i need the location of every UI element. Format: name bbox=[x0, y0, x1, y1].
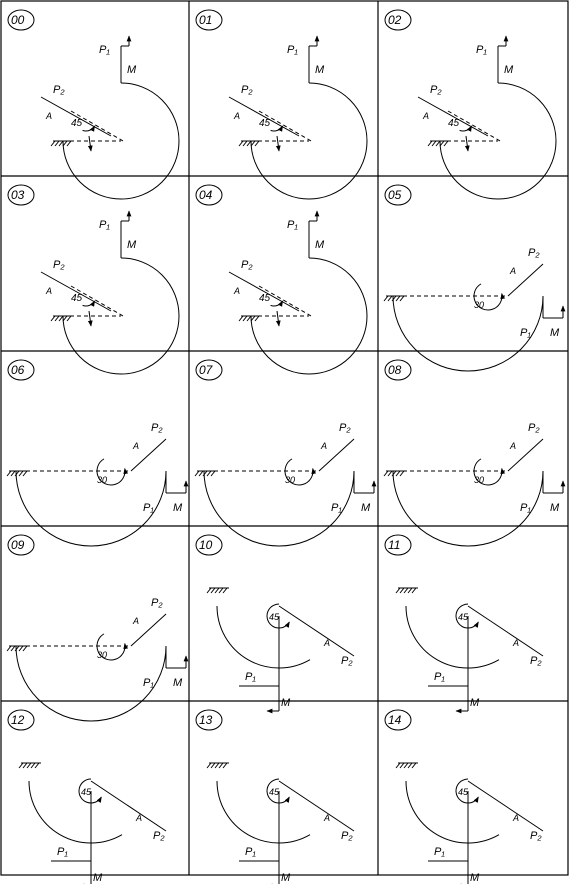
p2-label: P₂ bbox=[53, 259, 65, 271]
support-hatch bbox=[11, 471, 15, 476]
m-label: M bbox=[550, 327, 560, 339]
p2-label: P₂ bbox=[341, 830, 353, 842]
variant-number: 00 bbox=[11, 13, 25, 27]
p2-label: P₂ bbox=[151, 597, 163, 609]
support-hatch bbox=[59, 316, 63, 321]
point-a-label: A bbox=[510, 266, 517, 276]
p2-label: P₂ bbox=[241, 259, 253, 271]
support-hatch bbox=[255, 141, 259, 146]
angle-label: 45 bbox=[81, 787, 92, 797]
support-hatch bbox=[396, 471, 400, 476]
point-a-label: A bbox=[133, 441, 140, 451]
support-hatch bbox=[19, 471, 23, 476]
beam-arc bbox=[406, 606, 499, 668]
support-hatch bbox=[67, 316, 71, 321]
p1-label: P₁ bbox=[434, 846, 445, 858]
m-label: M bbox=[470, 872, 480, 884]
m-label: M bbox=[504, 64, 514, 76]
support-hatch bbox=[19, 646, 23, 651]
support-hatch bbox=[27, 763, 31, 768]
variant-number: 12 bbox=[11, 713, 25, 727]
variant-number: 04 bbox=[199, 188, 213, 202]
variant-number: 01 bbox=[199, 13, 213, 27]
support-hatch bbox=[55, 141, 59, 146]
beam-arc bbox=[406, 781, 499, 843]
support-hatch bbox=[51, 316, 55, 321]
support-hatch bbox=[207, 763, 211, 768]
support-hatch bbox=[400, 296, 404, 301]
angle-arc bbox=[460, 126, 472, 131]
p2-label: P₂ bbox=[528, 247, 540, 259]
support-hatch bbox=[51, 141, 55, 146]
support-hatch bbox=[23, 471, 27, 476]
support-hatch bbox=[215, 588, 219, 593]
variant-number: 02 bbox=[388, 13, 402, 27]
variant-cell bbox=[196, 185, 367, 374]
variant-number: 11 bbox=[388, 538, 401, 552]
angle-label: 30 bbox=[285, 475, 296, 485]
p1-label: P₁ bbox=[287, 219, 298, 231]
p1-label: P₁ bbox=[520, 502, 531, 514]
support-hatch bbox=[7, 471, 11, 476]
angle-label: 30 bbox=[474, 475, 485, 485]
angle-label: 30 bbox=[97, 650, 108, 660]
grid-lines bbox=[1, 1, 568, 875]
support-hatch bbox=[436, 141, 440, 146]
support-hatch bbox=[11, 646, 15, 651]
p1-label: P₁ bbox=[245, 671, 256, 683]
support-hatch bbox=[388, 296, 392, 301]
variant-number: 08 bbox=[388, 363, 402, 377]
moment-arrow bbox=[466, 136, 468, 151]
moment-arrow bbox=[277, 136, 279, 151]
support-hatch bbox=[207, 588, 211, 593]
point-a-label: A bbox=[133, 616, 140, 626]
p2-label: P₂ bbox=[241, 84, 253, 96]
m-label: M bbox=[173, 677, 183, 689]
variant-cell bbox=[384, 185, 563, 371]
support-hatch bbox=[55, 316, 59, 321]
support-hatch bbox=[408, 763, 412, 768]
p2-label: P₂ bbox=[151, 422, 163, 434]
support-hatch bbox=[396, 588, 400, 593]
m-label: M bbox=[361, 502, 371, 514]
support-hatch bbox=[7, 646, 11, 651]
p1-label: P₁ bbox=[434, 671, 445, 683]
p2-label: P₂ bbox=[528, 422, 540, 434]
moment-arrow bbox=[89, 136, 91, 151]
p1-label: P₁ bbox=[143, 677, 154, 689]
p1-label: P₁ bbox=[99, 219, 110, 231]
p2-label: P₂ bbox=[53, 84, 65, 96]
force-p2-line bbox=[468, 781, 543, 831]
point-a-label: A bbox=[513, 638, 520, 648]
variant-cell bbox=[8, 185, 179, 374]
p2-label: P₂ bbox=[430, 84, 442, 96]
support-hatch bbox=[211, 763, 215, 768]
beam-arc bbox=[217, 606, 310, 668]
angle-label: 45 bbox=[458, 612, 469, 622]
p1-label: P₁ bbox=[245, 846, 256, 858]
variant-number: 10 bbox=[199, 538, 213, 552]
p1-label: P₁ bbox=[57, 846, 68, 858]
m-label: M bbox=[127, 239, 137, 251]
support-hatch bbox=[219, 588, 223, 593]
variant-cell bbox=[7, 360, 186, 546]
variant-cell bbox=[196, 710, 354, 884]
variant-cell bbox=[196, 10, 367, 199]
support-hatch bbox=[199, 471, 203, 476]
angle-label: 30 bbox=[97, 475, 108, 485]
support-hatch bbox=[223, 763, 227, 768]
variant-number: 03 bbox=[11, 188, 25, 202]
support-hatch bbox=[400, 471, 404, 476]
variant-number: 06 bbox=[11, 363, 25, 377]
angle-arc bbox=[83, 301, 95, 306]
angle-label: 45 bbox=[448, 118, 460, 129]
angle-arc bbox=[271, 301, 283, 306]
point-a-label: A bbox=[46, 286, 53, 296]
support-hatch bbox=[428, 141, 432, 146]
p1-label: P₁ bbox=[520, 327, 531, 339]
variant-number: 13 bbox=[199, 713, 213, 727]
beam-arc bbox=[217, 781, 310, 843]
force-p2-line bbox=[91, 781, 166, 831]
support-hatch bbox=[255, 316, 259, 321]
support-hatch bbox=[400, 763, 404, 768]
angle-arc bbox=[83, 126, 95, 131]
support-hatch bbox=[223, 588, 227, 593]
force-p2-line bbox=[279, 606, 354, 656]
p1-label: P₁ bbox=[476, 44, 487, 56]
p1-label: P₁ bbox=[143, 502, 154, 514]
point-a-label: A bbox=[234, 286, 241, 296]
support-hatch bbox=[211, 588, 215, 593]
point-a-label: A bbox=[324, 638, 331, 648]
support-hatch bbox=[219, 763, 223, 768]
variant-cell bbox=[8, 10, 179, 199]
point-a-label: A bbox=[510, 441, 517, 451]
p2-label: P₂ bbox=[530, 655, 542, 667]
angle-arc bbox=[271, 126, 283, 131]
point-a-label: A bbox=[136, 813, 143, 823]
support-hatch bbox=[388, 471, 392, 476]
support-hatch bbox=[412, 588, 416, 593]
angle-label: 45 bbox=[269, 612, 280, 622]
support-hatch bbox=[211, 471, 215, 476]
support-hatch bbox=[59, 141, 63, 146]
support-hatch bbox=[400, 588, 404, 593]
support-hatch bbox=[384, 471, 388, 476]
support-hatch bbox=[195, 471, 199, 476]
m-label: M bbox=[173, 502, 183, 514]
variant-number: 09 bbox=[11, 538, 25, 552]
angle-label: 45 bbox=[259, 293, 271, 304]
support-hatch bbox=[239, 141, 243, 146]
support-hatch bbox=[404, 588, 408, 593]
variant-cell bbox=[385, 710, 543, 884]
angle-label: 45 bbox=[71, 293, 83, 304]
support-hatch bbox=[31, 763, 35, 768]
m-label: M bbox=[281, 872, 291, 884]
support-hatch bbox=[215, 763, 219, 768]
point-a-label: A bbox=[234, 111, 241, 121]
m-label: M bbox=[127, 64, 137, 76]
point-a-label: A bbox=[423, 111, 430, 121]
variant-cell bbox=[384, 360, 563, 546]
m-label: M bbox=[550, 502, 560, 514]
p1-label: P₁ bbox=[99, 44, 110, 56]
point-a-label: A bbox=[46, 111, 53, 121]
support-hatch bbox=[404, 763, 408, 768]
support-hatch bbox=[396, 763, 400, 768]
p2-label: P₂ bbox=[339, 422, 351, 434]
m-label: M bbox=[315, 239, 325, 251]
point-a-label: A bbox=[513, 813, 520, 823]
support-hatch bbox=[396, 296, 400, 301]
support-hatch bbox=[384, 296, 388, 301]
variant-number: 05 bbox=[388, 188, 402, 202]
angle-label: 45 bbox=[458, 787, 469, 797]
moment-arrow bbox=[277, 311, 279, 326]
m-label: M bbox=[470, 697, 480, 709]
variant-cell bbox=[385, 535, 543, 711]
p2-label: P₂ bbox=[153, 830, 165, 842]
beam-arc bbox=[29, 781, 122, 843]
p2-label: P₂ bbox=[341, 655, 353, 667]
support-hatch bbox=[67, 141, 71, 146]
p1-label: P₁ bbox=[331, 502, 342, 514]
force-p2-line bbox=[279, 781, 354, 831]
support-hatch bbox=[207, 471, 211, 476]
angle-label: 30 bbox=[474, 300, 485, 310]
m-label: M bbox=[315, 64, 325, 76]
support-hatch bbox=[247, 141, 251, 146]
variant-cell bbox=[8, 710, 166, 884]
p1-label: P₁ bbox=[287, 44, 298, 56]
support-hatch bbox=[412, 763, 416, 768]
support-hatch bbox=[243, 141, 247, 146]
angle-label: 45 bbox=[71, 118, 83, 129]
variant-cell bbox=[7, 535, 186, 721]
force-p2-line bbox=[468, 606, 543, 656]
support-hatch bbox=[35, 763, 39, 768]
p2-label: P₂ bbox=[530, 830, 542, 842]
angle-label: 45 bbox=[269, 787, 280, 797]
variant-number: 07 bbox=[199, 363, 213, 377]
support-hatch bbox=[243, 316, 247, 321]
variant-cell bbox=[196, 535, 354, 711]
variant-number: 14 bbox=[388, 713, 402, 727]
support-hatch bbox=[247, 316, 251, 321]
point-a-label: A bbox=[324, 813, 331, 823]
support-hatch bbox=[239, 316, 243, 321]
support-hatch bbox=[23, 763, 27, 768]
support-hatch bbox=[444, 141, 448, 146]
moment-arrow bbox=[89, 311, 91, 326]
support-hatch bbox=[23, 646, 27, 651]
m-label: M bbox=[281, 697, 291, 709]
variant-cell bbox=[385, 10, 556, 199]
angle-label: 45 bbox=[259, 118, 271, 129]
point-a-label: A bbox=[321, 441, 328, 451]
variant-cell bbox=[195, 360, 374, 546]
support-hatch bbox=[432, 141, 436, 146]
m-label: M bbox=[93, 872, 103, 884]
support-hatch bbox=[19, 763, 23, 768]
support-hatch bbox=[408, 588, 412, 593]
